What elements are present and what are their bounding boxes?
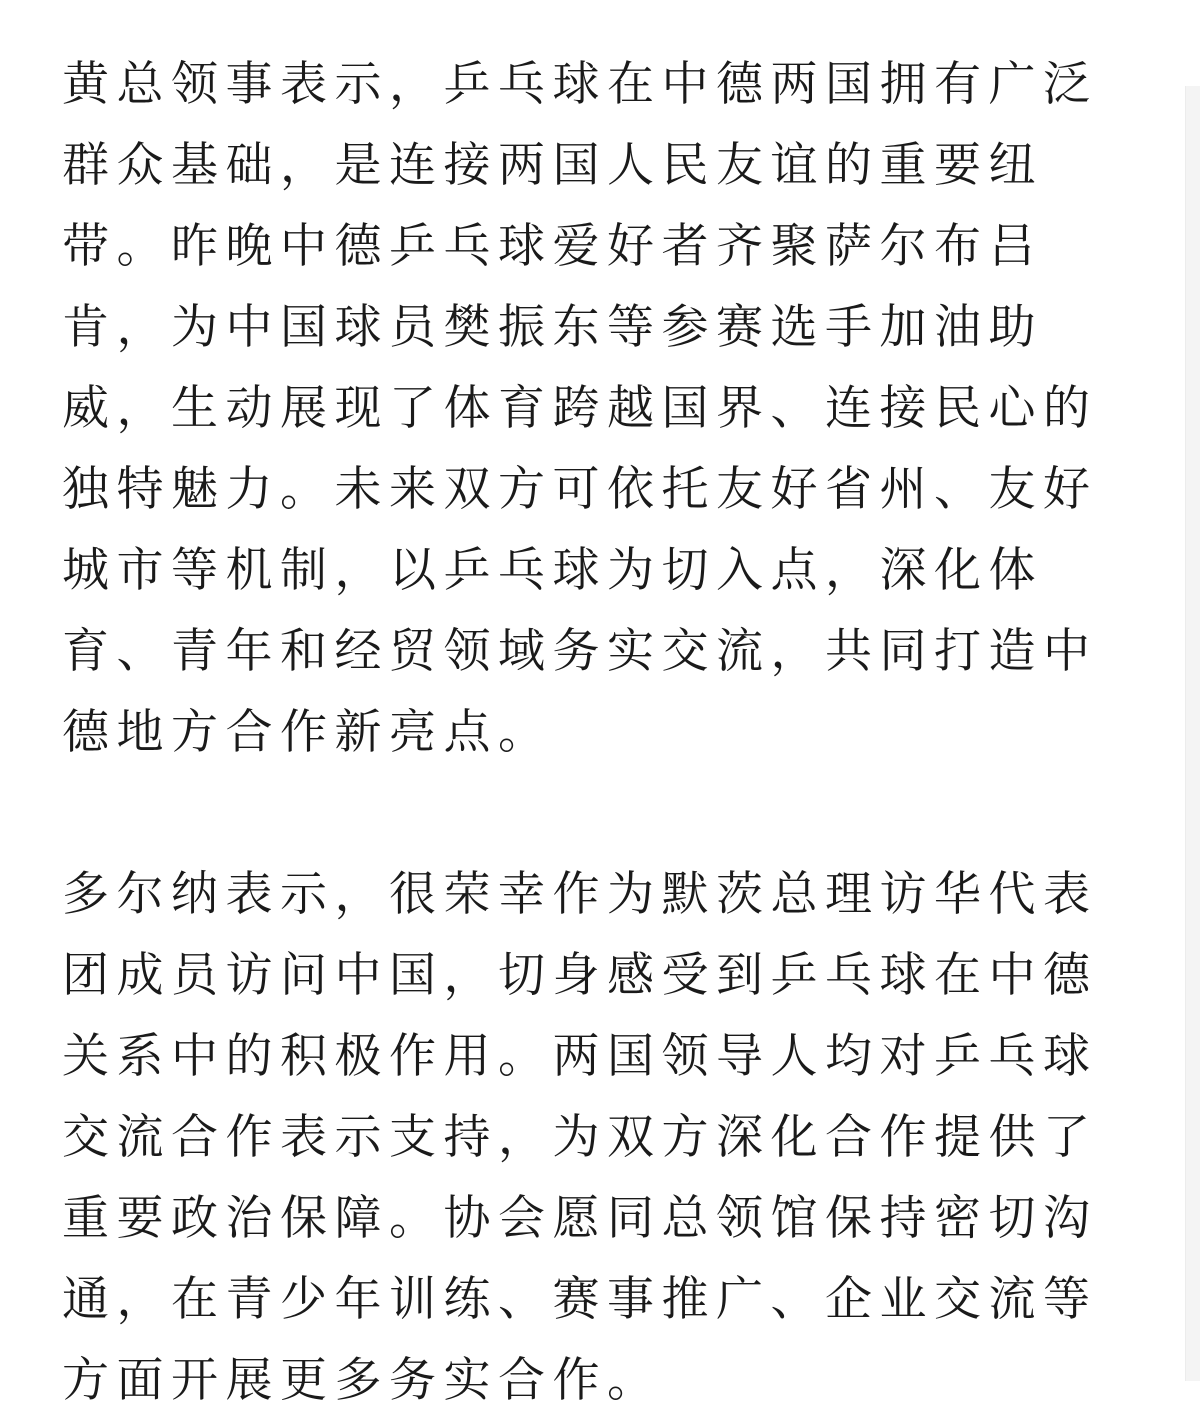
paragraph-dorner: 多尔纳表示，很荣幸作为默茨总理访华代表团成员访问中国，切身感受到乒乓球在中德关系中的积极作用。两国领导人均对乒乓球交流合作表示支持，为双方深化合作提供了重要政治保障。协会愿同总领馆保持密切沟通，在青少年训练、赛事推广、企业交流等方面开展更多务实合作。: [62, 867, 1098, 1408]
paragraph-consul-general: 黄总领事表示，乒乓球在中德两国拥有广泛群众基础，是连接两国人民友谊的重要纽带。昨晚中德乒乓球爱好者齐聚萨尔布吕肯，为中国球员樊振东等参赛选手加油助威，生动展现了体育跨越国界、连接民心的独特魅力。未来双方可依托友好省州、友好城市等机制，以乒乓球为切入点，深化体育、青年和经贸领域务实交流，共同打造中德地方合作新亮点。: [62, 57, 1098, 760]
article-body: [62, 44, 1142, 1421]
scrollbar-track[interactable]: [1185, 86, 1200, 1381]
